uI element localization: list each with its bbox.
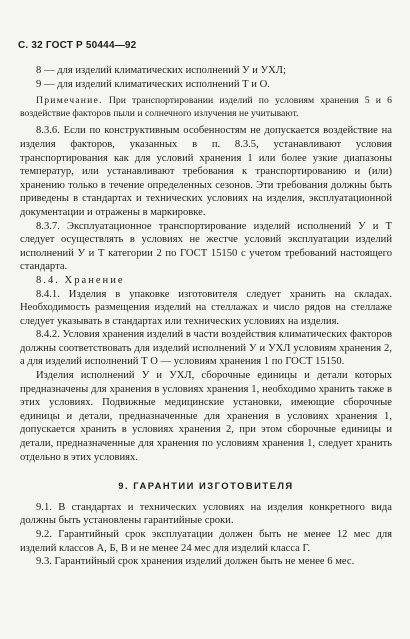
clause-8-4-heading: 8.4. Хранение: [36, 274, 125, 286]
note-text: При транспортировании изделий по условиям хранения 5 и 6 воздействие факторов пыли и солнечного излучения не учитывают.: [20, 95, 392, 119]
clause-8-4-2-continued: Изделия исполнений У и УХЛ, сборочные единицы и детали которых предназначены для хранения в условиях хранения 1, необходимо хранить также в этих условиях. Подвижные медицинские установки, имеющие сборочные единицы и детали, предназначенные для хранения в условиях хранения 1, допускается хранить в условиях хранения 2, при этом сборочные единицы и детали, предназначенные для хранения по условиям хранения 1, следует хранить отдельно в этих условиях.: [20, 370, 392, 463]
note-label: Примечание.: [36, 95, 103, 107]
clause-9-3: 9.3. Гарантийный срок хранения изделий должен быть не менее 6 мес.: [36, 556, 355, 568]
clause-9-2: 9.2. Гарантийный срок эксплуатации должен быть не менее 12 мес для изделий классов А, Б, В и не менее 24 мес для изделий класса Г.: [20, 529, 392, 554]
clause-9-1: 9.1. В стандартах и технических условиях на изделия конкретного вида должны быть установлены гарантийные сроки.: [20, 501, 392, 527]
list-item-8: 8 — для изделий климатических исполнений У и УХЛ;: [36, 65, 286, 76]
page-header: С. 32 ГОСТ Р 50444—92: [18, 40, 137, 51]
clause-8-4-2: 8.4.2. Условия хранения изделий в части воздействия климатических факторов должны соответствовать для изделий исполнений У и УХЛ условиям хранения 2, а для изделий исполнений Т О — условиям хранения 1 по ГОСТ 15150.: [20, 329, 392, 368]
clause-8-4-1: 8.4.1. Изделия в упаковке изготовителя следует хранить на складах. Необходимость размещения изделий на стеллажах и число рядов на стеллаже следует указывать в стандартах или технических условиях на изделия.: [20, 288, 392, 327]
note-paragraph: [20, 95, 392, 120]
clause-8-3-6: 8.3.6. Если по конструктивным особенностям не допускается воздействие на изделия факторов, указанных в п. 8.3.5, устанавливают условия транспортирования как для условий хранения 1 или более узкие диапазоны температур, или устанавливают требования к транспортированию и (или) хранению только в течение определенных сезонов. Эти требования должны быть приведены в стандартах и технических условиях на изделия, эксплуатационной документации и отражены в маркировке.: [20, 125, 392, 218]
list-item-9: 9 — для изделий климатических исполнений Т и О.: [36, 78, 270, 90]
clause-8-3-7: 8.3.7. Эксплуатационное транспортирование изделий исполнений У и Т следует осуществлять в условиях не жестче условий эксплуатации изделий исполнений У и Т категории 2 по ГОСТ 15150 с учетом требований настоящего стандарта.: [20, 220, 392, 273]
document-body: [20, 64, 392, 569]
section-9-title: 9. ГАРАНТИИ ИЗГОТОВИТЕЛЯ: [118, 480, 294, 492]
